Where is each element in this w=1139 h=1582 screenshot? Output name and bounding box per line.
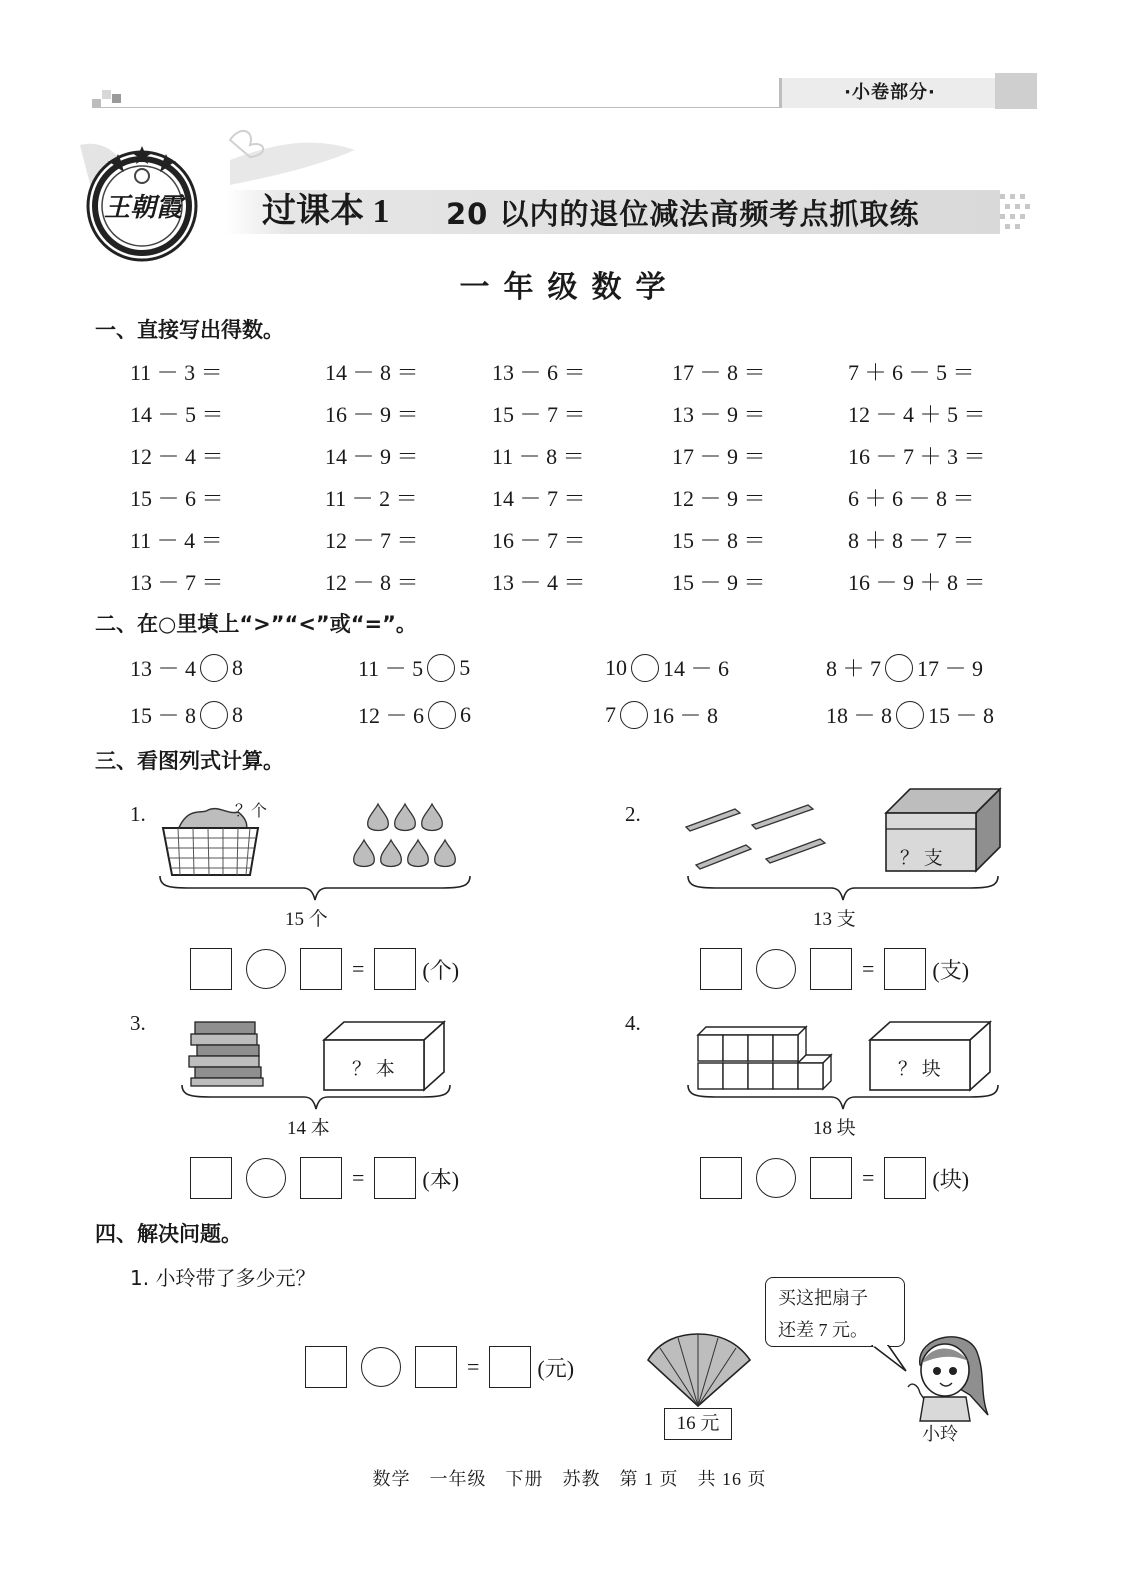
compare-circle[interactable]: [620, 701, 648, 729]
answer-box[interactable]: [884, 948, 926, 990]
speech-bubble: [765, 1277, 905, 1347]
arithmetic-problem: 15 － 7 ＝: [492, 402, 586, 427]
arithmetic-problem: 15 － 9 ＝: [672, 570, 766, 595]
unit-label: (个): [422, 957, 460, 983]
operator-circle[interactable]: [756, 1158, 796, 1198]
brace-icon: [686, 1083, 1000, 1113]
compare-circle[interactable]: [631, 654, 659, 682]
brace-icon: [180, 1083, 452, 1113]
arithmetic-problem: 13 － 7 ＝: [130, 570, 224, 595]
compare-right: 8: [232, 701, 244, 727]
compare-problem: [826, 652, 983, 683]
arithmetic-problem: 12 － 4 ＝: [130, 444, 224, 469]
compare-problem: [605, 652, 729, 683]
compare-left: 15 － 8: [130, 703, 197, 728]
page-footer: 数学 一年级 下册 苏教 第 1 页 共 16 页: [372, 1469, 767, 1489]
arithmetic-problem: 12 － 7 ＝: [325, 528, 419, 553]
equals-sign: =: [467, 1354, 480, 1379]
arithmetic-problem: 14 － 7 ＝: [492, 486, 586, 511]
unit-label: (块): [932, 1166, 970, 1192]
compare-problem: [826, 699, 994, 730]
arithmetic-problem: 13 － 6 ＝: [492, 360, 586, 385]
compare-left: 12 － 6: [358, 703, 425, 728]
corner-square: [112, 94, 121, 103]
compare-right: 5: [459, 654, 471, 680]
section4-heading: 四、解决问题。: [95, 1222, 242, 1246]
tag-block: [995, 73, 1037, 109]
answer-box[interactable]: [300, 1157, 342, 1199]
compare-circle[interactable]: [428, 701, 456, 729]
problem-question: 1. 小玲带了多少元？: [130, 1266, 316, 1290]
operator-circle[interactable]: [361, 1347, 401, 1387]
answer-box[interactable]: [300, 948, 342, 990]
answer-box[interactable]: [489, 1346, 531, 1388]
banner-dots: [1000, 190, 1040, 234]
problem-number: 1.: [130, 802, 146, 826]
answer-row: [700, 948, 969, 990]
compare-circle[interactable]: [896, 701, 924, 729]
answer-box[interactable]: [374, 948, 416, 990]
compare-circle[interactable]: [885, 654, 913, 682]
total-label: 18 块: [813, 1118, 856, 1139]
arithmetic-problem: 8 ＋ 8 － 7 ＝: [848, 528, 975, 553]
arithmetic-problem: 11 － 2 ＝: [325, 486, 418, 511]
total-label: 14 本: [287, 1118, 330, 1139]
answer-row: [190, 1157, 459, 1199]
compare-left: 7: [605, 701, 616, 727]
answer-box[interactable]: [190, 948, 232, 990]
brand-name: 王朝霞: [103, 193, 182, 223]
question-label: ？ 本: [352, 1059, 395, 1080]
arithmetic-problem: 11 － 4 ＝: [130, 528, 223, 553]
equals-sign: =: [352, 956, 365, 981]
arithmetic-problem: 16 － 9 ＋ 8 ＝: [848, 570, 986, 595]
speech-line: 还差 7 元。: [778, 1320, 868, 1340]
pens-icon: [680, 795, 840, 870]
arithmetic-problem: 14 － 5 ＝: [130, 402, 224, 427]
answer-box[interactable]: [190, 1157, 232, 1199]
compare-problem: [130, 652, 243, 683]
equals-sign: =: [862, 1165, 875, 1190]
problem-number: 4.: [625, 1011, 641, 1035]
total-label: 15 个: [285, 909, 328, 930]
unit-label: (元): [537, 1355, 575, 1381]
problem-number: 2.: [625, 802, 641, 826]
speech-line: 买这把扇子: [778, 1288, 868, 1308]
arithmetic-problem: 15 － 8 ＝: [672, 528, 766, 553]
girl-icon: [900, 1325, 995, 1425]
arithmetic-problem: 12 － 8 ＝: [325, 570, 419, 595]
brand-logo: [78, 142, 208, 262]
answer-box[interactable]: [810, 948, 852, 990]
answer-box[interactable]: [305, 1346, 347, 1388]
answer-box[interactable]: [374, 1157, 416, 1199]
compare-right: 15 － 8: [928, 703, 995, 728]
arithmetic-problem: 16 － 7 ＝: [492, 528, 586, 553]
arithmetic-problem: 11 － 3 ＝: [130, 360, 223, 385]
arithmetic-problem: 12 － 9 ＝: [672, 486, 766, 511]
brace-icon: [686, 874, 1000, 904]
arithmetic-problem: 14 － 9 ＝: [325, 444, 419, 469]
arithmetic-problem: 11 － 8 ＝: [492, 444, 585, 469]
question-label: ？ 块: [898, 1059, 941, 1080]
price-tag: 16 元: [664, 1408, 732, 1440]
section3-heading: 三、看图列式计算。: [95, 749, 284, 773]
answer-box[interactable]: [810, 1157, 852, 1199]
blocks-icon: [696, 1025, 836, 1091]
equals-sign: =: [352, 1165, 365, 1190]
equals-sign: =: [862, 956, 875, 981]
answer-box[interactable]: [700, 1157, 742, 1199]
compare-right: 8: [232, 654, 244, 680]
compare-circle[interactable]: [427, 654, 455, 682]
compare-problem: [358, 699, 471, 730]
girl-name: 小玲: [922, 1424, 958, 1444]
compare-left: 18 － 8: [826, 703, 893, 728]
arithmetic-problem: 6 ＋ 6 － 8 ＝: [848, 486, 975, 511]
lesson-title: 过课本 1: [262, 193, 390, 230]
total-label: 13 支: [813, 909, 856, 930]
compare-circle[interactable]: [200, 701, 228, 729]
arithmetic-problem: 13 － 9 ＝: [672, 402, 766, 427]
compare-left: 13 － 4: [130, 656, 197, 681]
compare-problem: [605, 699, 718, 730]
answer-row: [700, 1157, 969, 1199]
brace-icon: [158, 874, 472, 904]
section-tag: ·小卷部分·: [779, 78, 998, 108]
answer-row: [305, 1346, 574, 1388]
arithmetic-problem: 15 － 6 ＝: [130, 486, 224, 511]
compare-right: 14 － 6: [663, 656, 730, 681]
compare-right: 6: [460, 701, 472, 727]
arithmetic-problem: 7 ＋ 6 － 5 ＝: [848, 360, 975, 385]
fan-icon: [640, 1330, 760, 1410]
compare-circle[interactable]: [200, 654, 228, 682]
books-icon: [185, 1018, 270, 1088]
answer-row: [190, 948, 459, 990]
unit-label: (本): [422, 1166, 460, 1192]
arithmetic-problem: 13 － 4 ＝: [492, 570, 586, 595]
compare-right: 17 － 9: [917, 656, 984, 681]
arithmetic-problem: 17 － 9 ＝: [672, 444, 766, 469]
question-label: ？ 支: [900, 848, 943, 869]
operator-circle[interactable]: [756, 949, 796, 989]
compare-problem: [358, 652, 470, 683]
arithmetic-problem: 12 － 4 ＋ 5 ＝: [848, 402, 986, 427]
compare-left: 8 ＋ 7: [826, 656, 882, 681]
answer-box[interactable]: [884, 1157, 926, 1199]
section1-heading: 一、直接写出得数。: [95, 318, 284, 342]
arithmetic-problem: 16 － 9 ＝: [325, 402, 419, 427]
pears-icon: [350, 800, 475, 875]
operator-circle[interactable]: [246, 949, 286, 989]
arithmetic-problem: 16 － 7 ＋ 3 ＝: [848, 444, 986, 469]
corner-square: [102, 90, 111, 99]
problem-number: 3.: [130, 1011, 146, 1035]
grade-title: 一年级数学: [459, 270, 680, 305]
section2-heading: 二、在○里填上“>”“<”或“=”。: [95, 612, 417, 636]
compare-problem: [130, 699, 243, 730]
lesson-subtitle: 20 以内的退位减法高频考点抓取练: [446, 197, 920, 231]
compare-left: 10: [605, 654, 627, 680]
answer-box[interactable]: [700, 948, 742, 990]
compare-left: 11 － 5: [358, 656, 424, 681]
operator-circle[interactable]: [246, 1158, 286, 1198]
question-label: ？个: [235, 803, 268, 820]
arithmetic-problem: 14 － 8 ＝: [325, 360, 419, 385]
unit-label: (支): [932, 957, 970, 983]
arithmetic-problem: 17 － 8 ＝: [672, 360, 766, 385]
answer-box[interactable]: [415, 1346, 457, 1388]
compare-right: 16 － 8: [652, 703, 719, 728]
